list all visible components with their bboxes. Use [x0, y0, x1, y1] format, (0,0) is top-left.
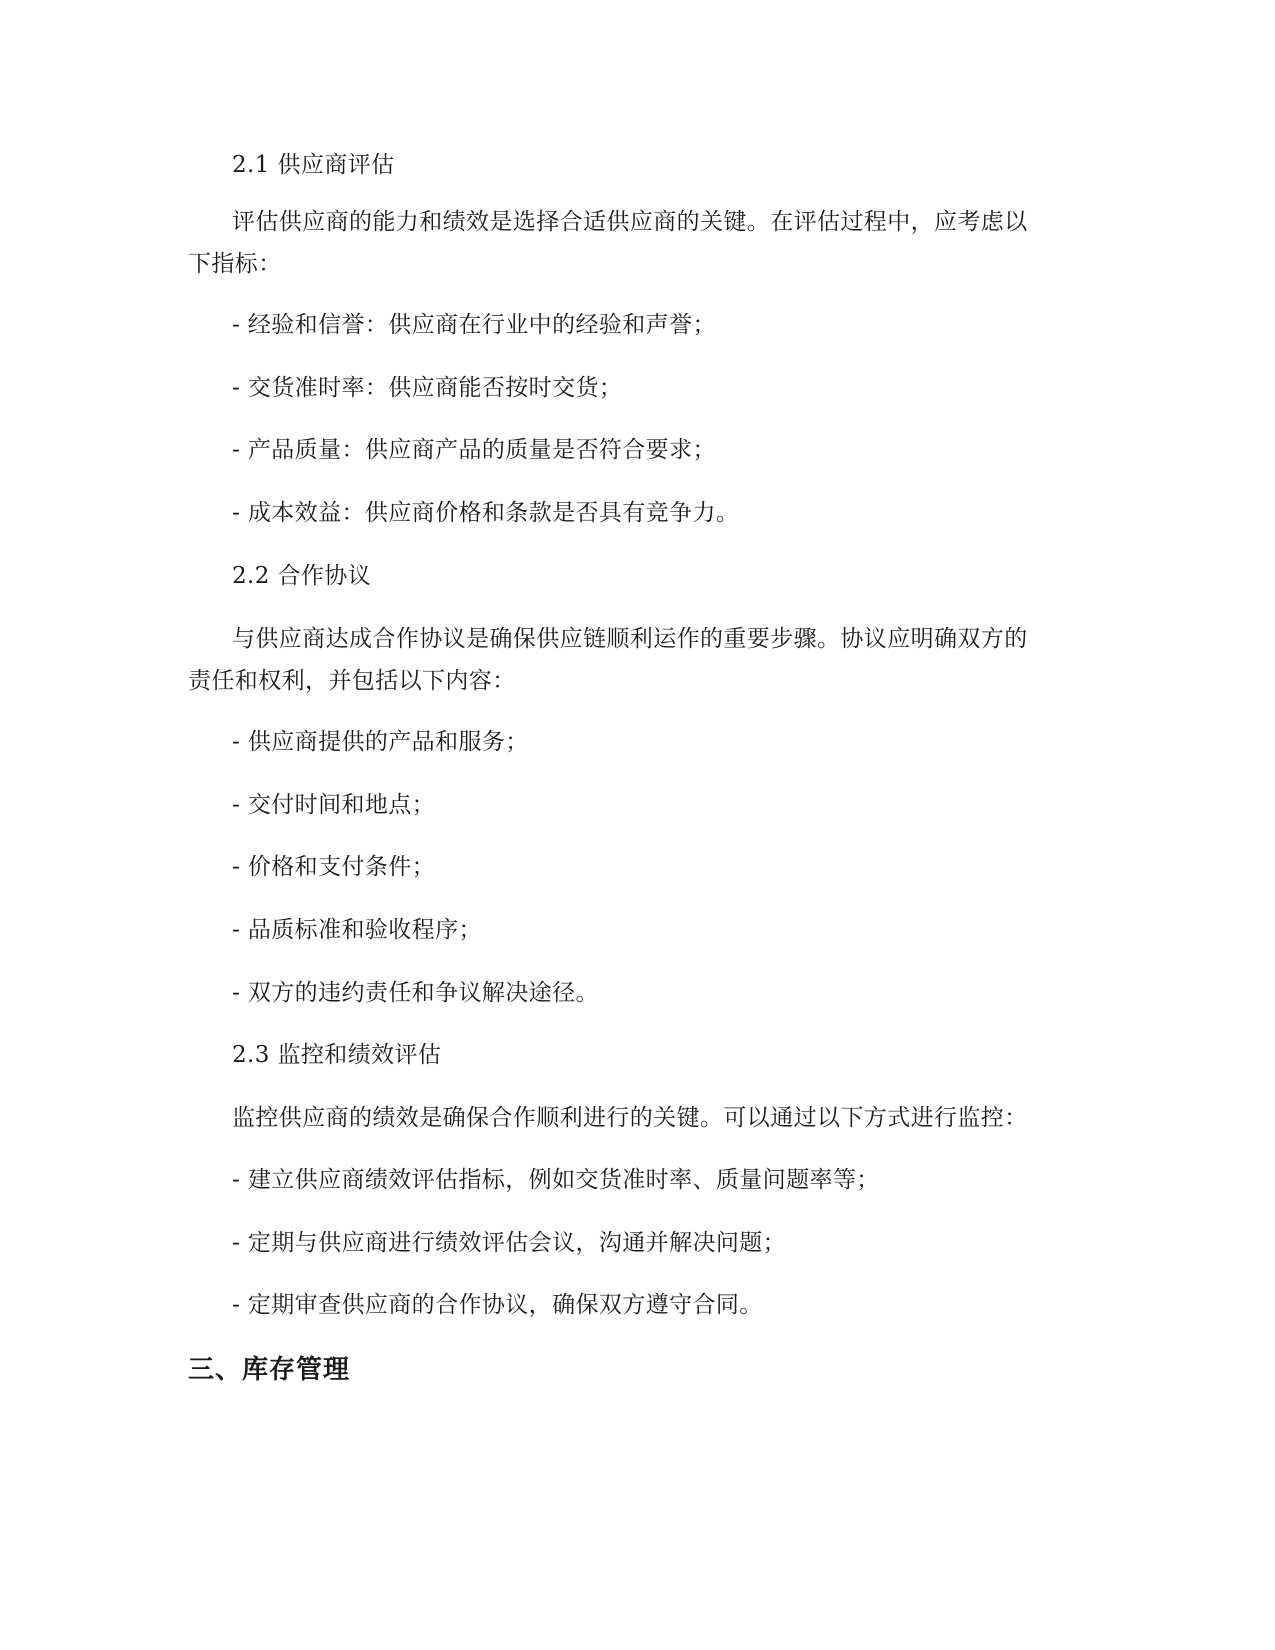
- list-item: - 品质标准和验收程序；: [232, 917, 482, 943]
- list-item: - 产品质量：供应商产品的质量是否符合要求；: [232, 437, 716, 463]
- list-item: - 定期与供应商进行绩效评估会议，沟通并解决问题；: [232, 1230, 787, 1256]
- list-item: - 成本效益：供应商价格和条款是否具有竞争力。: [232, 500, 740, 526]
- list-item: - 供应商提供的产品和服务；: [232, 729, 529, 755]
- paragraph-2-3-line1: 监控供应商的绩效是确保合作顺利进行的关键。可以通过以下方式进行监控：: [232, 1105, 1028, 1131]
- list-item: - 建立供应商绩效评估指标，例如交货准时率、质量问题率等；: [232, 1167, 880, 1193]
- paragraph-2-2-line1: 与供应商达成合作协议是确保供应链顺利运作的重要步骤。协议应明确双方的: [232, 626, 1028, 652]
- list-item: - 经验和信誉：供应商在行业中的经验和声誉；: [232, 312, 716, 338]
- subsection-heading-2-1: 2.1 供应商评估: [232, 152, 395, 178]
- list-item: - 定期审查供应商的合作协议，确保双方遵守合同。: [232, 1292, 763, 1318]
- list-item: - 价格和支付条件；: [232, 854, 436, 880]
- section-heading-3: 三、库存管理: [188, 1355, 351, 1385]
- list-item: - 双方的违约责任和争议解决途径。: [232, 980, 599, 1006]
- subsection-heading-2-2: 2.2 合作协议: [232, 563, 372, 589]
- subsection-heading-2-3: 2.3 监控和绩效评估: [232, 1042, 442, 1068]
- paragraph-2-2-line2: 责任和权利，并包括以下内容：: [188, 668, 516, 694]
- list-item: - 交货准时率：供应商能否按时交货；: [232, 375, 623, 401]
- paragraph-2-1-line1: 评估供应商的能力和绩效是选择合适供应商的关键。在评估过程中，应考虑以: [232, 209, 1028, 235]
- list-item: - 交付时间和地点；: [232, 792, 436, 818]
- paragraph-2-1-line2: 下指标：: [188, 251, 282, 277]
